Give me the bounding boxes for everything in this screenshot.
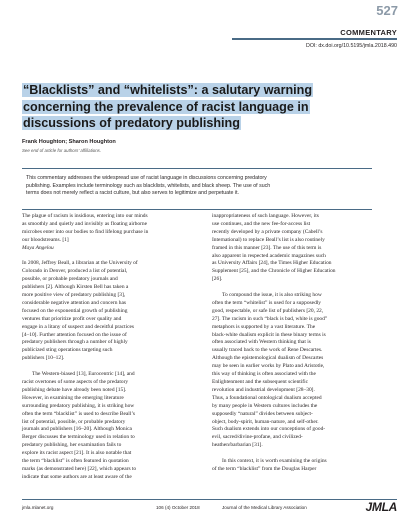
text-line: often the term “whitelist” is used for a supposedly [212,299,322,306]
text-line: good, respectable, or safe list of publishers [20, 22, [212,307,324,314]
authors: Frank Houghton; Sharon Houghton [22,139,116,145]
text-line: supposedly “natural” divides between subject- [212,410,313,417]
title-line: “Blacklists” and “whitelists”: a salutary warning [23,83,313,97]
text-line: object, body-spirit, human-nature, and self-other. [212,418,319,425]
body-column-right [212,213,388,482]
text-line: as smoothly and quietly and invisibly as floating airborne [22,220,148,227]
text-line: [4–10]. Further attention focused on the issue of [22,331,127,338]
text-line: use continues, and the new fee-for-access list [212,220,311,227]
text-line: our bloodstreams. [1] [22,236,69,243]
text-line: engage in a litany of suspect and deceitful practices [22,323,135,330]
footer-rule [22,499,397,500]
text-line: framed in this manner [23]. The use of this term is [212,244,322,251]
text-line: also apparent in respected academic magazines such [212,252,326,259]
text-line: by many people in Western cultures includes the [212,402,318,409]
text-line: Berger discusses the terminology used in relation to [22,434,135,441]
text-line: Enlightenment and the subsequent scientific [212,379,309,386]
paragraph [22,260,192,363]
text-line: evil, sacred/divine-profane, and civilized- [212,434,303,441]
text-line: However, in examining the emerging literature [22,394,124,401]
title-line: discussions of predatory publishing [23,116,240,130]
text-line: To compound the issue, it is also striking how [222,292,322,299]
text-line: marks (as demonstrated here) [22], which appears to [22,465,137,472]
paragraph [212,292,388,450]
text-line: may be seen in earlier works by Plato and Aristotle, [212,363,325,370]
text-line: Supplement [25], and the Chronicle of Higher Education [212,268,336,275]
page-number: 527 [376,3,398,18]
text-line: Colorado in Denver, produced a list of potential, [22,268,128,275]
text-line: The Western-biased [13], Eurocentric [14], and [32,371,135,378]
doi: DOI: dx.doi.org/10.5195/jmla.2018.490 [306,43,397,49]
abstract-line: This commentary addresses the widespread use of racist language in discussions concerning predatory [26,175,267,181]
text-line: considerable negative attention and concern has [22,299,127,306]
text-line: journals and publishers [16–20]. Although Monica [22,426,132,433]
section-rule [232,38,397,40]
text-line: explore its racist aspect [21]. It is also notable that [22,450,132,457]
abstract-line: publishing. Examples include terminology such as blacklists, whitelists, and black sheep. The use of such [26,182,271,189]
text-line: revolution and industrial development [28–30]. [212,386,315,393]
text-line: possible, or probable predatory journals and [22,276,118,283]
text-line: In 2008, Jeffrey Beall, a librarian at the University of [22,260,138,267]
text-line: 27]. The racism in such “black is bad, white is good” [212,315,328,322]
article-title [22,82,338,132]
text-line: focused on the exponential growth of publishing [22,307,128,314]
text-line: recently developed by a private company (Cabell’s [212,228,323,235]
text-line: more positive view of predatory publishing [3], [22,292,126,299]
text-line: Such dualism extends into our conceptions of good- [212,426,326,433]
text-line: list of potential, possible, or probable predatory [22,418,126,425]
text-line: the term “blacklist” is often featured in quotation [22,458,129,465]
text-line: microbes enter into our bodies to find lifelong purchase in [22,228,149,235]
title-line: concerning the prevalence of racist language in [23,99,309,114]
text-line: Although the epistemological dualism of Descartes [212,355,324,362]
footer-site: jmla.mlanet.org [22,505,54,510]
text-line: predatory publishers through a number of highly [22,339,128,346]
section-label: COMMENTARY [340,28,397,37]
paragraph [212,213,388,284]
footer-journal: Journal of the Medical Library Association [222,505,307,510]
paragraph [22,371,192,482]
text-line: predatory publishing, her examination fails to [22,442,122,449]
text-line: inappropriateness of such language. However, its [212,213,319,219]
text-line: surrounding predatory publishing, it is striking how [22,402,135,409]
abstract-box [22,168,372,210]
text-line: International) to replace Beall’s list is also routinely [212,236,325,243]
text-line: publicized sting operations targeting such [22,347,113,354]
text-line: metaphors is supported by a vast literature. The [212,323,316,330]
text-line: of the term “blacklist” from the Douglas Harper [212,465,317,472]
text-line: Thus, a foundational ontological dualism accepted [212,394,322,401]
text-line: heathen/barbarian [31]. [212,442,263,449]
epigraph-attribution: Maya Angelou [22,244,54,251]
abstract-text [26,175,368,198]
text-line: publishers [10–12]. [22,355,65,362]
text-line: as University Affairs [24], the Times Higher Education [212,260,332,267]
text-line: usually traced back to the work of Rene Descartes. [212,347,323,354]
text-line: this way of thinking is often associated with the [212,371,316,378]
text-line: publishers [2]. Although Kirsten Bell has taken a [22,284,129,291]
text-line: ventures that prioritize profit over quality and [22,315,122,322]
journal-logo: JMLA [365,500,397,514]
text-line: publishing debate have already been noted [15]. [22,386,127,393]
text-line: [26]. [212,276,223,283]
paragraph [212,458,388,474]
footer-issue: 106 (4) October 2018 [156,505,200,510]
body-column-left [22,213,192,490]
affiliation-note: See end of article for authors’ affiliations. [22,148,102,153]
text-line: The plague of racism is insidious, entering into our minds [22,213,148,219]
text-line: often associated with Western thinking that is [212,339,311,346]
text-line: racist overtones of some aspects of the predatory [22,379,129,385]
abstract-line: terms does not merely reflect a racist culture, but also serves to legitimize and perpetuate it. [26,190,240,197]
text-line: black-white dualism explicit in these binary terms is [212,331,326,338]
text-line: indicate that some authors are at least aware of the [22,473,132,480]
text-line: In this context, it is worth examining the origins [222,458,327,465]
text-line: often the term “blacklist” is used to describe Beall’s [22,410,135,417]
epigraph [22,213,192,253]
